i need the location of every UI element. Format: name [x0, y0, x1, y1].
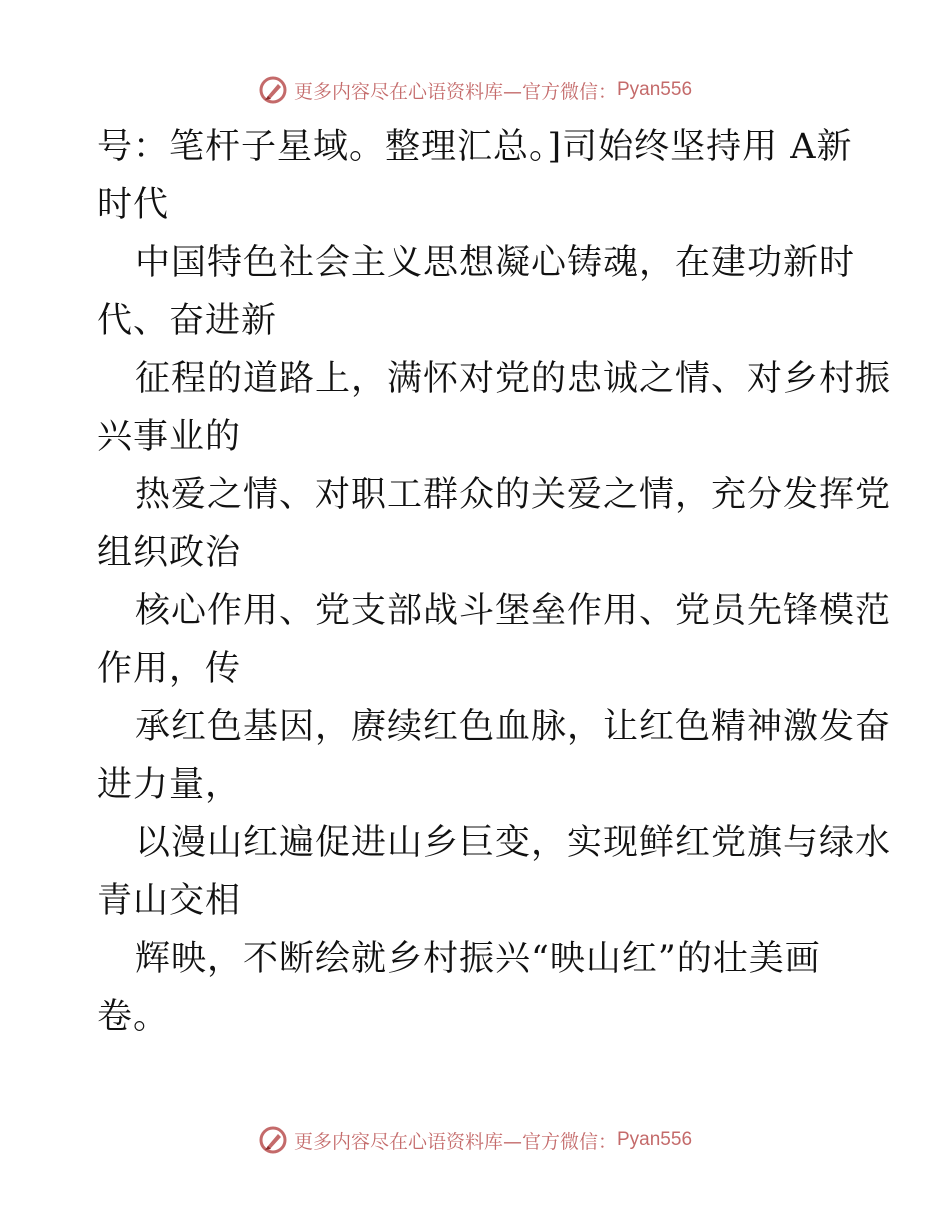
text-line: 进力量，	[97, 765, 242, 805]
text-line: 组织政治	[97, 533, 242, 573]
text-line: 热爱之情、对职工群众的关爱之情，充分发挥党	[135, 475, 892, 515]
text-line: 兴事业的	[97, 417, 242, 457]
text-line: 中国特色社会主义思想凝心铸魂，在建功新时	[135, 243, 856, 283]
text-line: 时代	[97, 185, 170, 225]
text-line: 代、奋进新	[97, 301, 278, 341]
text-line: 征程的道路上，满怀对党的忠诚之情、对乡村振	[135, 359, 892, 399]
pen-logo-icon	[258, 75, 288, 105]
watermark-text: 更多内容尽在心语资料库—官方微信：	[293, 1130, 617, 1153]
pen-logo-icon	[258, 1125, 288, 1155]
text-line: 号：笔杆子星域。整理汇总。]司始终坚持用 A新	[97, 127, 853, 167]
text-line: 青山交相	[97, 881, 242, 921]
footer-watermark	[0, 1120, 950, 1160]
text-line: 辉映，不断绘就乡村振兴“映山红”的壮美画	[135, 939, 821, 979]
watermark-wechat-id: Pyan556	[617, 1129, 693, 1150]
header-watermark	[0, 70, 950, 110]
text-line: 核心作用、党支部战斗堡垒作用、党员先锋模范	[135, 591, 892, 631]
text-line: 承红色基因，赓续红色血脉，让红色精神激发奋	[135, 707, 892, 747]
text-line: 以漫山红遍促进山乡巨变，实现鲜红党旗与绿水	[135, 823, 892, 863]
watermark-wechat-id: Pyan556	[617, 79, 693, 100]
document-body	[97, 118, 892, 1046]
watermark-text: 更多内容尽在心语资料库—官方微信：	[293, 80, 617, 103]
text-line: 作用，传	[97, 649, 242, 689]
text-line: 卷。	[97, 997, 170, 1037]
